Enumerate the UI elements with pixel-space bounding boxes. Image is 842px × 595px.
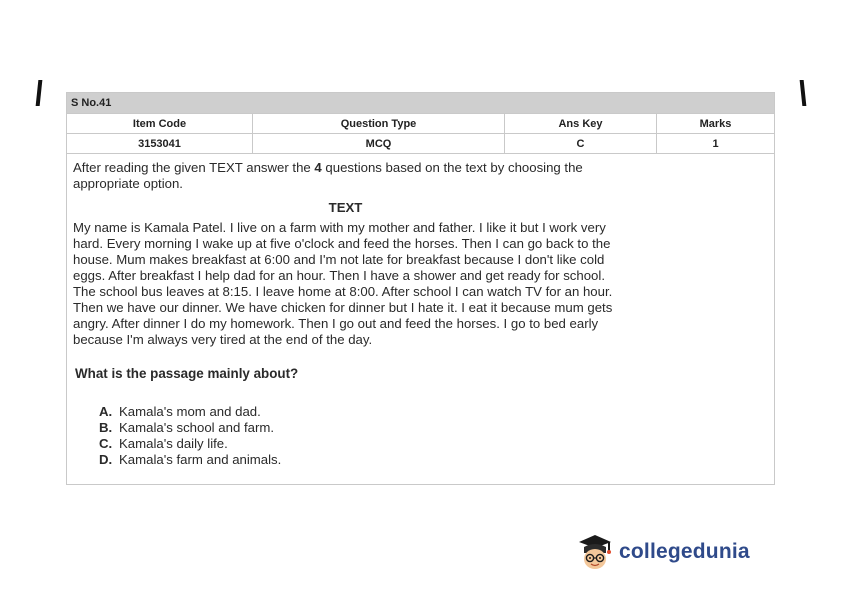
marks-header: Marks [657, 114, 775, 134]
passage-text: My name is Kamala Patel. I live on a farm with my mother and father. I like it but I work very hard. Every morning I wake up at five o'clock and feed the horses. Then I can go back to the house. Mum makes breakfast at 6:00 and I'm not late for breakfast because I don't like cold eggs. After breakfast I help dad for an hour. Then I have a shower and get ready for school. The school bus leaves at 8:15. I leave home at 8:00. After school I can watch TV for an hour. Then we have our dinner. We have chicken for dinner but I hate it. I eat it because mum gets angry. After dinner I do my homework. Then I go out and feed the horses. I go to bed early because I'm always very tired at the end of the day. [73, 220, 613, 347]
option-letter: B. [99, 420, 113, 435]
option-d[interactable] [99, 452, 774, 468]
option-letter: C. [99, 436, 113, 451]
answer-options [99, 404, 774, 468]
option-letter: A. [99, 404, 113, 419]
meta-header-row [67, 114, 774, 134]
item-meta-table [67, 114, 774, 154]
instruction-before: After reading the given TEXT answer the [73, 160, 315, 175]
option-text: Kamala's school and farm. [119, 420, 274, 435]
corner-mark-right [800, 80, 807, 106]
item-code-value: 3153041 [67, 134, 253, 154]
question-count: 4 [314, 160, 322, 175]
option-text: Kamala's mom and dad. [119, 404, 261, 419]
question-type-value: MCQ [253, 134, 505, 154]
text-title: TEXT [328, 200, 363, 215]
corner-mark-left [36, 80, 43, 106]
graduate-mascot-icon [577, 533, 613, 571]
marks-value: 1 [657, 134, 775, 154]
option-b[interactable] [99, 420, 774, 436]
question-content [67, 154, 774, 468]
collegedunia-logo [577, 532, 750, 572]
ans-key-header: Ans Key [505, 114, 657, 134]
meta-value-row [67, 134, 774, 154]
instruction-after: questions based on the text by choosing the appropriate option. [73, 160, 583, 191]
option-text: Kamala's farm and animals. [119, 452, 282, 467]
item-code-header: Item Code [67, 114, 253, 134]
question-type-header: Question Type [253, 114, 505, 134]
option-letter: D. [99, 452, 113, 467]
ans-key-value: C [505, 134, 657, 154]
logo-text: collegedunia [619, 540, 750, 563]
question-text: What is the passage mainly about? [75, 366, 299, 381]
option-c[interactable] [99, 436, 774, 452]
question-card [66, 92, 775, 485]
option-text: Kamala's daily life. [119, 436, 228, 451]
serial-number: S No.41 [67, 93, 774, 114]
option-a[interactable] [99, 404, 774, 420]
instruction-text [73, 160, 633, 192]
